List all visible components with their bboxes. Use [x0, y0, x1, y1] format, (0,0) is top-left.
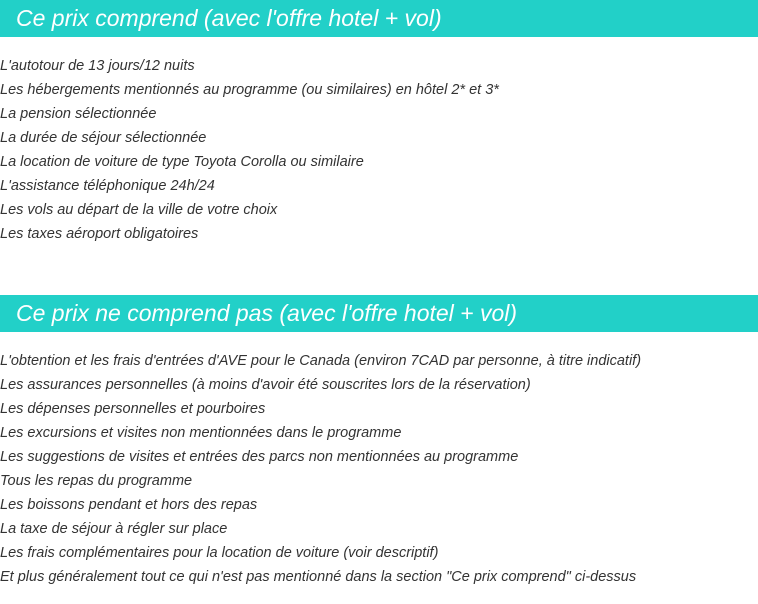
excludes-item: La taxe de séjour à régler sur place — [0, 521, 228, 537]
includes-item: L'autotour de 13 jours/12 nuits — [0, 58, 195, 74]
excludes-item: Les assurances personnelles (à moins d'avoir été souscrites lors de la réservation) — [0, 377, 531, 393]
excludes-section-title: Ce prix ne comprend pas (avec l'offre hotel + vol) — [0, 295, 758, 332]
excludes-item: Les suggestions de visites et entrées des parcs non mentionnées au programme — [0, 449, 519, 465]
includes-section-title: Ce prix comprend (avec l'offre hotel + vol) — [0, 0, 758, 37]
includes-item: La durée de séjour sélectionnée — [0, 130, 207, 146]
excludes-list — [0, 349, 641, 589]
includes-item: Les taxes aéroport obligatoires — [0, 226, 199, 242]
excludes-item: Les excursions et visites non mentionnées dans le programme — [0, 425, 402, 441]
excludes-item: L'obtention et les frais d'entrées d'AVE pour le Canada (environ 7CAD par personne, à titre indicatif) — [0, 353, 642, 369]
excludes-item: Tous les repas du programme — [0, 473, 193, 489]
includes-item: La location de voiture de type Toyota Corolla ou similaire — [0, 154, 364, 170]
excludes-item: Les dépenses personnelles et pourboires — [0, 401, 266, 417]
includes-item: Les vols au départ de la ville de votre choix — [0, 202, 278, 218]
includes-list — [0, 54, 499, 246]
excludes-item: Les boissons pendant et hors des repas — [0, 497, 258, 513]
excludes-item: Les frais complémentaires pour la location de voiture (voir descriptif) — [0, 545, 439, 561]
includes-item: Les hébergements mentionnés au programme (ou similaires) en hôtel 2* et 3* — [0, 82, 499, 98]
includes-item: La pension sélectionnée — [0, 106, 157, 122]
excludes-item: Et plus généralement tout ce qui n'est pas mentionné dans la section "Ce prix comprend" ci-dessus — [0, 569, 637, 585]
includes-item: L'assistance téléphonique 24h/24 — [0, 178, 215, 194]
